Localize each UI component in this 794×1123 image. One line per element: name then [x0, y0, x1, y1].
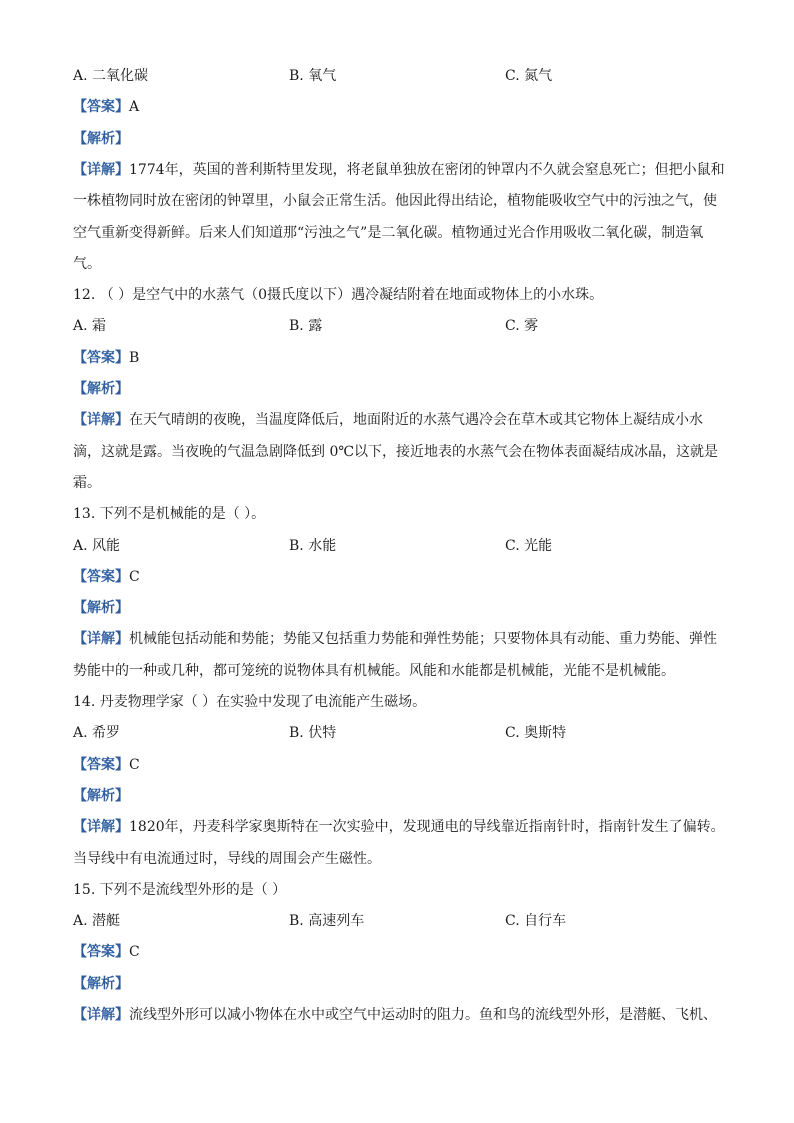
answer-tag: 【答案】 [73, 569, 129, 585]
detail-line [73, 1005, 717, 1025]
detail-tag: 【详解】 [73, 631, 129, 647]
analysis-tag: 【解析】 [73, 788, 129, 804]
detail-text: 机械能包括动能和势能；势能又包括重力势能和弹性势能；只要物体具有动能、重力势能、弹性 [129, 631, 717, 647]
answer-tag: 【答案】 [73, 99, 129, 115]
detail-line [73, 410, 703, 430]
text-line: 霜。 [73, 475, 101, 491]
detail-tag: 【详解】 [73, 412, 129, 428]
analysis-line [73, 786, 129, 806]
detail-text: 流线型外形可以减小物体在水中或空气中运动时的阻力。鱼和鸟的流线型外形，是潜艇、飞机、 [129, 1007, 717, 1023]
option-c: C. 自行车 [505, 913, 567, 929]
analysis-tag: 【解析】 [73, 976, 129, 992]
text-line: 15. 下列不是流线型外形的是（ ） [73, 882, 287, 898]
answer-tag: 【答案】 [73, 350, 129, 366]
detail-tag: 【详解】 [73, 819, 129, 835]
answer-text: B [129, 350, 140, 366]
answer-text: C [129, 944, 140, 960]
text-line: 当导线中有电流通过时，导线的周围会产生磁性。 [73, 851, 381, 867]
analysis-line [73, 974, 129, 994]
answer-text: C [129, 569, 140, 585]
option-c: C. 氮气 [505, 68, 553, 84]
answer-tag: 【答案】 [73, 944, 129, 960]
analysis-line [73, 598, 129, 618]
detail-tag: 【详解】 [73, 1007, 129, 1023]
option-b: B. 高速列车 [289, 913, 365, 929]
option-c: C. 光能 [505, 538, 553, 554]
detail-tag: 【详解】 [73, 162, 129, 178]
text-line: 13. 下列不是机械能的是（ ）。 [73, 506, 266, 522]
option-b: B. 水能 [289, 538, 337, 554]
text-line: 空气重新变得新鲜。后来人们知道那“污浊之气”是二氧化碳。植物通过光合作用吸收二氧化碳，制造氧 [73, 225, 704, 241]
detail-text: 1820年，丹麦科学家奥斯特在一次实验中，发现通电的导线靠近指南针时，指南针发生了偏转。 [129, 819, 725, 835]
analysis-line [73, 129, 129, 149]
option-a: A. 风能 [73, 538, 121, 554]
text-line: 一株植物同时放在密闭的钟罩里，小鼠会正常生活。他因此得出结论，植物能吸收空气中的污浊之气，使 [73, 193, 717, 209]
analysis-tag: 【解析】 [73, 600, 129, 616]
answer-line [73, 97, 139, 117]
option-a: A. 潜艇 [73, 913, 121, 929]
answer-tag: 【答案】 [73, 757, 129, 773]
analysis-tag: 【解析】 [73, 381, 129, 397]
text-line: 滴，这就是露。当夜晚的气温急剧降低到 0℃以下，接近地表的水蒸气会在物体表面凝结成冰晶，这就是 [73, 444, 719, 460]
option-c: C. 雾 [505, 318, 539, 334]
answer-line [73, 755, 140, 775]
detail-line [73, 629, 717, 649]
answer-line [73, 942, 140, 962]
answer-line [73, 567, 140, 587]
text-line: 势能中的一种或几种，都可笼统的说物体具有机械能。风能和水能都是机械能，光能不是机械能。 [73, 663, 675, 679]
option-a: A. 希罗 [73, 725, 121, 741]
option-b: B. 露 [289, 318, 323, 334]
answer-text: A [129, 99, 140, 115]
option-b: B. 氧气 [289, 68, 337, 84]
detail-line [73, 817, 725, 837]
detail-text: 1774年，英国的普利斯特里发现，将老鼠单独放在密闭的钟罩内不久就会窒息死亡；但把小鼠和 [129, 162, 725, 178]
text-line: 14. 丹麦物理学家（ ）在实验中发现了电流能产生磁场。 [73, 694, 427, 710]
option-a: A. 霜 [73, 318, 107, 334]
option-b: B. 伏特 [289, 725, 337, 741]
answer-text: C [129, 757, 140, 773]
text-line: 气。 [73, 256, 101, 272]
option-a: A. 二氧化碳 [73, 68, 149, 84]
detail-text: 在天气晴朗的夜晚，当温度降低后，地面附近的水蒸气遇冷会在草木或其它物体上凝结成小水 [129, 412, 703, 428]
text-line: 12. （ ）是空气中的水蒸气（0摄氏度以下）遇冷凝结附着在地面或物体上的小水珠。 [73, 287, 604, 303]
answer-line [73, 348, 139, 368]
option-c: C. 奥斯特 [505, 725, 567, 741]
detail-line [73, 160, 725, 180]
analysis-tag: 【解析】 [73, 131, 129, 147]
analysis-line [73, 379, 129, 399]
